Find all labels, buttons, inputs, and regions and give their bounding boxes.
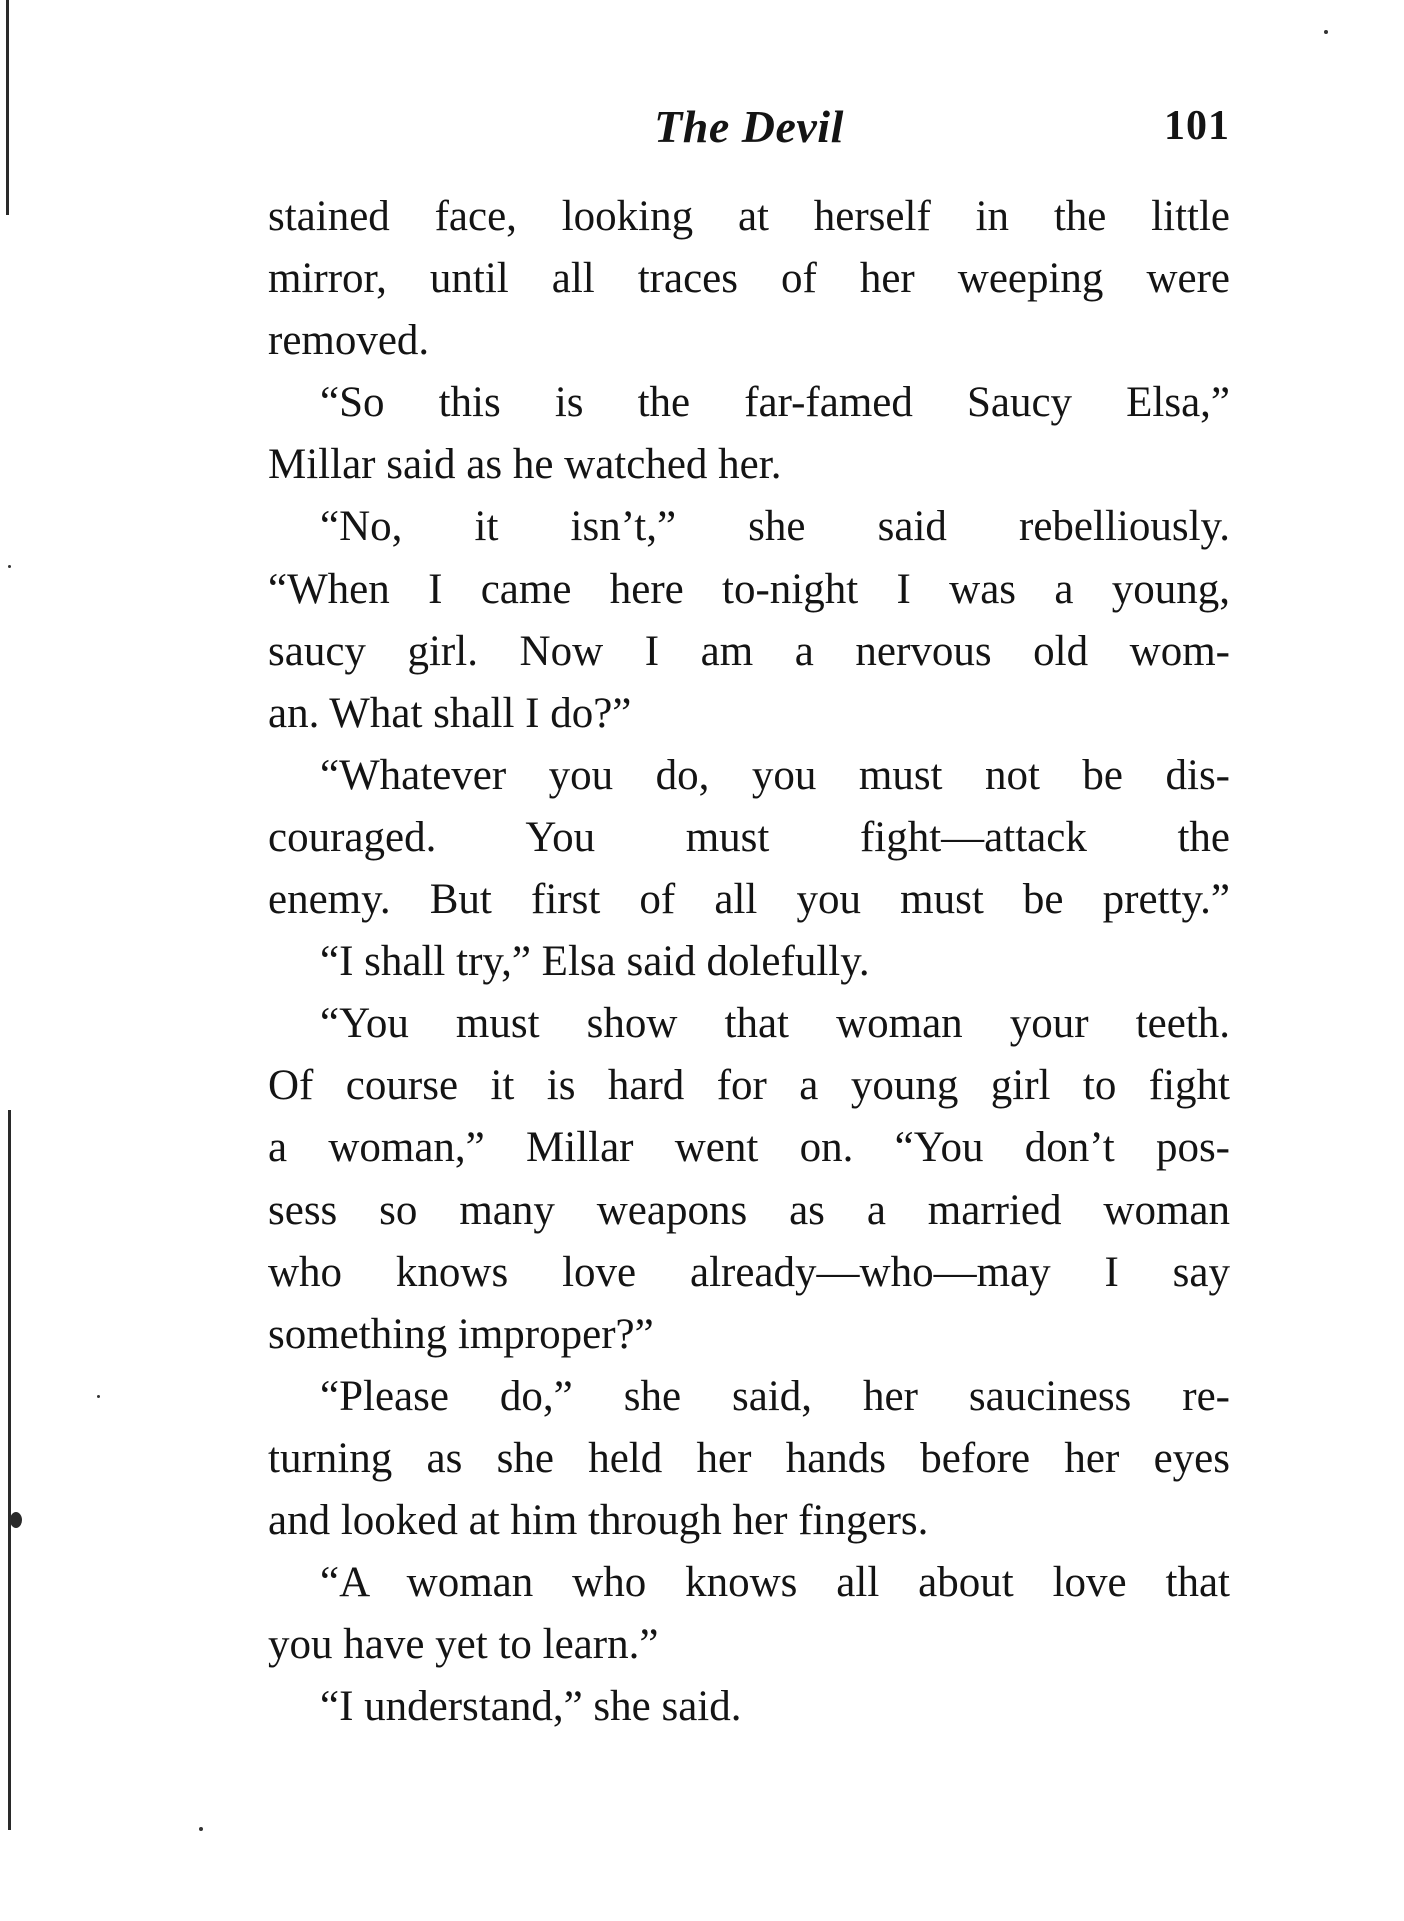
text-line: mirror, until all traces of her weeping were [268, 255, 1230, 303]
scan-edge-line-top [6, 0, 9, 215]
body-text [268, 186, 1230, 1738]
scan-edge-blot [10, 1512, 22, 1528]
scan-speck [97, 1395, 100, 1398]
text-line: “A woman who knows all about love that [320, 1559, 1230, 1607]
scan-edge-line-bottom [8, 1110, 11, 1830]
text-line: couraged. You must fight—attack the [268, 813, 1230, 861]
running-header [268, 100, 1230, 170]
text-line: an. What shall I do?” [268, 689, 632, 737]
text-line: “No, it isn’t,” she said rebelliously. [320, 503, 1230, 551]
scan-speck [199, 1827, 203, 1831]
text-line: enemy. But first of all you must be pretty.” [268, 876, 1230, 924]
page-number: 101 [1164, 103, 1230, 149]
text-line: who knows love already—who—may I say [268, 1248, 1230, 1296]
text-line: stained face, looking at herself in the little [268, 193, 1230, 240]
text-line: removed. [268, 317, 430, 365]
text-line: something improper?” [268, 1310, 654, 1358]
text-line: “Please do,” she said, her sauciness re- [320, 1372, 1230, 1420]
text-line: Of course it is hard for a young girl to fight [268, 1062, 1230, 1110]
text-line: you have yet to learn.” [268, 1621, 659, 1669]
text-line: “So this is the far-famed Saucy Elsa,” [320, 379, 1230, 427]
text-line: “When I came here to-night I was a young, [268, 565, 1230, 613]
text-line: saucy girl. Now I am a nervous old wom- [268, 627, 1230, 675]
text-line: turning as she held her hands before her eyes [268, 1434, 1230, 1482]
running-title: The Devil [654, 101, 844, 152]
text-line: “You must show that woman your teeth. [320, 1000, 1230, 1048]
text-line: a woman,” Millar went on. “You don’t pos- [268, 1124, 1230, 1172]
scan-speck [8, 565, 11, 568]
text-line: “I shall try,” Elsa said dolefully. [320, 938, 870, 986]
text-line: Millar said as he watched her. [268, 441, 782, 489]
text-line: “Whatever you do, you must not be dis- [320, 751, 1230, 799]
text-line: sess so many weapons as a married woman [268, 1186, 1230, 1234]
text-line: “I understand,” she said. [320, 1683, 742, 1731]
text-line: and looked at him through her fingers. [268, 1496, 929, 1544]
scan-speck [1324, 30, 1328, 34]
